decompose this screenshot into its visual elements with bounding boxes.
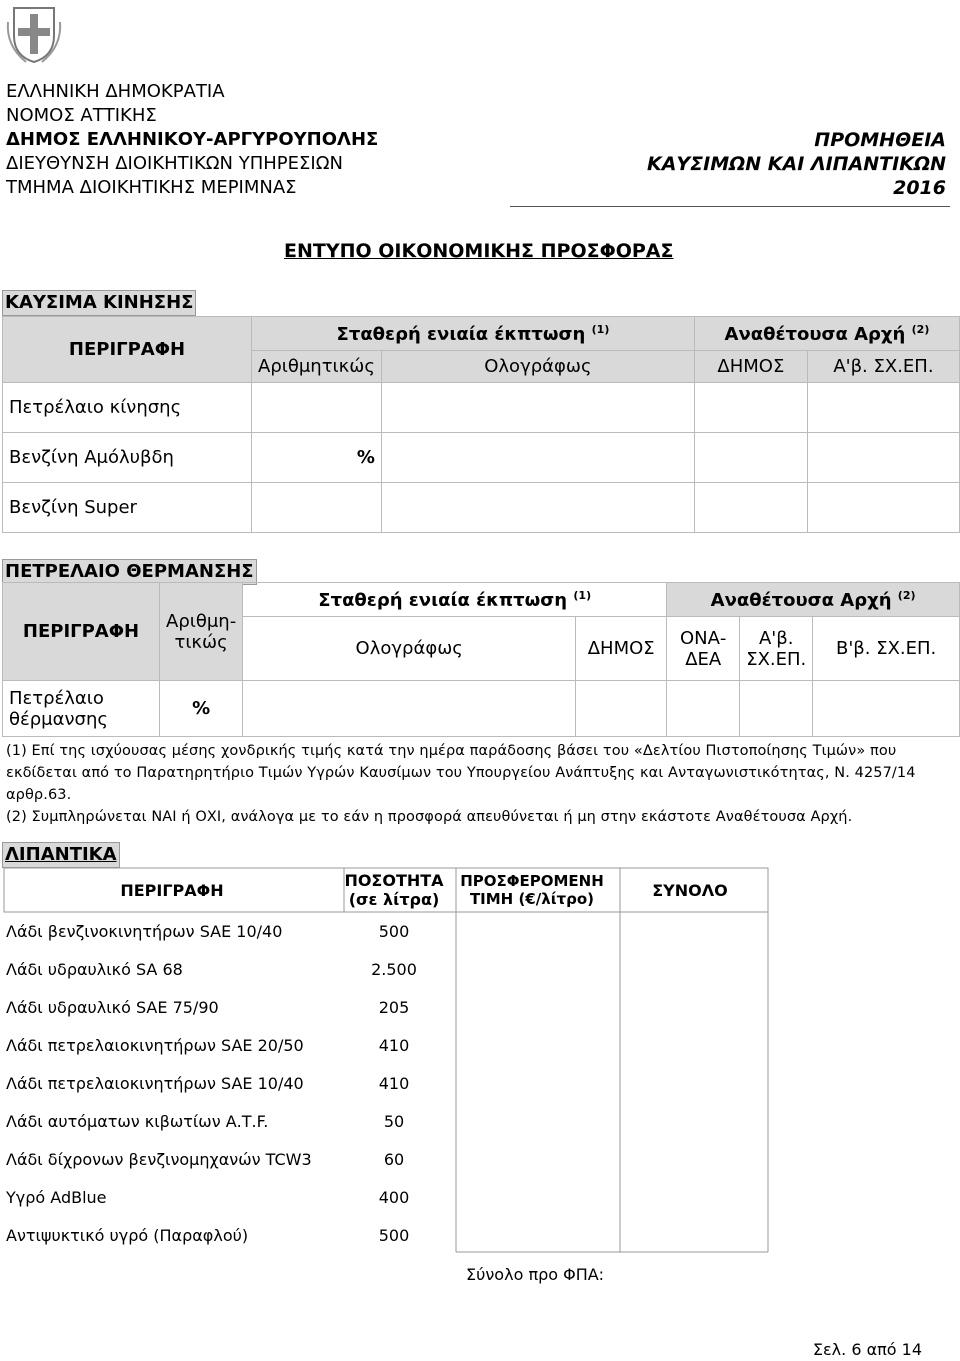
footnotes xyxy=(6,740,954,828)
procurement-year: 2016 xyxy=(893,177,946,199)
lubricants-table xyxy=(6,868,766,1294)
lub-desc: Λάδι πετρελαιοκινητήρων SAE 20/50 xyxy=(6,1035,304,1055)
lub-total-cell[interactable] xyxy=(614,912,766,950)
col-description: ΠΕΡΙΓΡΑΦΗ xyxy=(3,583,160,681)
lub-price-cell[interactable] xyxy=(450,1178,614,1216)
col-authority: Αναθέτουσα Αρχή $^{(2)}$ xyxy=(667,583,960,617)
lub-total-cell[interactable] xyxy=(614,988,766,1026)
lub-desc: Λάδι υδραυλικό SA 68 xyxy=(6,959,183,979)
fuel-words-cell[interactable] xyxy=(381,433,694,483)
subtotal-label: Σύνολο προ ΦΠΑ: xyxy=(466,1264,605,1284)
lub-desc: Λάδι δίχρονων βενζινομηχανών TCW3 xyxy=(6,1149,312,1169)
col-description: ΠΕΡΙΓΡΑΦΗ xyxy=(120,880,224,900)
heating-row-label: Πετρέλαιο θέρμανσης xyxy=(3,681,160,737)
lub-desc: Λάδι βενζινοκινητήρων SAE 10/40 xyxy=(6,921,283,941)
sub-words: Ολογράφως xyxy=(381,351,694,383)
sub-onadea: ΟΝΑ-ΔΕΑ xyxy=(667,617,740,681)
lubricants-section-title: ΛΙΠΑΝΤΙΚΑ xyxy=(2,842,120,868)
fuel-table xyxy=(2,316,960,533)
col-description: ΠΕΡΙΓΡΑΦΗ xyxy=(3,317,252,383)
fuel-section-title: ΚΑΥΣΙΜΑ ΚΙΝΗΣΗΣ xyxy=(2,290,196,316)
lub-qty: 60 xyxy=(383,1149,405,1169)
lub-total-cell[interactable] xyxy=(614,1026,766,1064)
fuel-a-cell[interactable] xyxy=(807,483,959,533)
lub-price-cell[interactable] xyxy=(450,1064,614,1102)
sub-words: Ολογράφως xyxy=(243,617,576,681)
fuel-a-cell[interactable] xyxy=(807,383,959,433)
lub-price-cell[interactable] xyxy=(450,1140,614,1178)
lub-desc: Λάδι αυτόματων κιβωτίων Α.Τ.F. xyxy=(6,1111,269,1131)
fuel-numeric-cell[interactable] xyxy=(252,383,382,433)
subtotal-cell[interactable] xyxy=(614,1254,766,1294)
lub-price-cell[interactable] xyxy=(450,1102,614,1140)
lub-desc: Υγρό AdBlue xyxy=(6,1187,107,1207)
lub-qty: 500 xyxy=(378,921,410,941)
fuel-row-label: Βενζίνη Super xyxy=(3,483,252,533)
header-line: ΔΙΕΥΘΥΝΣΗ ΔΙΟΙΚΗΤΙΚΩΝ ΥΠΗΡΕΣΙΩΝ xyxy=(6,153,343,174)
fuel-dimos-cell[interactable] xyxy=(694,433,807,483)
lub-qty: 500 xyxy=(378,1225,410,1245)
sub-numeric: Αριθμητικώς xyxy=(252,351,382,383)
heating-b-cell[interactable] xyxy=(813,681,960,737)
heating-table xyxy=(2,582,960,737)
procurement-line: ΠΡΟΜΗΘΕΙΑ xyxy=(814,129,946,151)
heating-section-title: ΠΕΤΡΕΛΑΙΟ ΘΕΡΜΑΝΣΗΣ xyxy=(2,559,257,585)
header-divider xyxy=(510,206,950,207)
col-total: ΣΥΝΟΛΟ xyxy=(652,880,728,900)
lub-desc: Λάδι πετρελαιοκινητήρων SAE 10/40 xyxy=(6,1073,304,1093)
lub-total-cell[interactable] xyxy=(614,1064,766,1102)
lub-qty: 410 xyxy=(378,1035,410,1055)
procurement-title xyxy=(647,128,946,200)
procurement-line: ΚΑΥΣΙΜΩΝ ΚΑΙ ΛΙΠΑΝΤΙΚΩΝ xyxy=(646,153,946,175)
lub-qty: 50 xyxy=(383,1111,405,1131)
fuel-words-cell[interactable] xyxy=(381,483,694,533)
fuel-words-cell[interactable] xyxy=(381,383,694,433)
lub-total-cell[interactable] xyxy=(614,950,766,988)
page-number: Σελ. 6 από 14 xyxy=(812,1340,922,1359)
percent-sign: % xyxy=(252,433,382,483)
sub-dimos: ΔΗΜΟΣ xyxy=(576,617,667,681)
col-offered-price: ΠΡΟΣΦΕΡΟΜΕΝΗ ΤΙΜΗ (€/λίτρο) xyxy=(460,872,604,908)
sub-numeric: Αριθμη-τικώς xyxy=(160,583,243,681)
sub-b-level: Β'β. ΣΧ.ΕΠ. xyxy=(813,617,960,681)
header-line: ΝΟΜΟΣ ΑΤΤΙΚΗΣ xyxy=(6,105,157,126)
header-line: ΕΛΛΗΝΙΚΗ ΔΗΜΟΚΡΑΤΙΑ xyxy=(6,81,225,102)
sub-a-level: Α'β. ΣΧ.ΕΠ. xyxy=(807,351,959,383)
heating-a-cell[interactable] xyxy=(740,681,813,737)
header-line: ΔΗΜΟΣ ΕΛΛΗΝΙΚΟΥ-ΑΡΓΥΡΟΥΠΟΛΗΣ xyxy=(6,129,379,150)
fuel-numeric-cell[interactable] xyxy=(252,483,382,533)
col-discount: Σταθερή ενιαία έκπτωση $^{(1)}$ xyxy=(243,583,667,617)
lub-price-cell[interactable] xyxy=(450,1216,614,1254)
footnote-2: (2) Συμπληρώνεται ΝΑΙ ή ΟΧΙ, ανάλογα με το εάν η προσφορά απευθύνεται ή μη στην εκάστοτε Αναθέτουσα Αρχή. xyxy=(6,809,853,825)
col-quantity: ΠΟΣΟΤΗΤΑ (σε λίτρα) xyxy=(344,871,444,909)
lub-price-cell[interactable] xyxy=(450,950,614,988)
greek-emblem-icon xyxy=(2,2,66,66)
lub-total-cell[interactable] xyxy=(614,1102,766,1140)
lub-desc: Αντιψυκτικό υγρό (Παραφλού) xyxy=(6,1225,249,1245)
footnote-1: (1) Επί της ισχύουσας μέσης χονδρικής τιμής κατά την ημέρα παράδοσης βάσει του «Δελτίου Πιστοποίησης Τιμών» που εκδίδεται από το Παρατηρητήριο Τιμών Υγρών Καυσίμων του Υπουργείου Ανάπτυξης και Ανταγωνιστικότητας, Ν. 4257/14 αρθρ.63. xyxy=(6,743,916,803)
sub-dimos: ΔΗΜΟΣ xyxy=(694,351,807,383)
lub-qty: 400 xyxy=(378,1187,410,1207)
lub-total-cell[interactable] xyxy=(614,1178,766,1216)
lub-price-cell[interactable] xyxy=(450,988,614,1026)
fuel-a-cell[interactable] xyxy=(807,433,959,483)
fuel-row-label: Βενζίνη Αμόλυβδη xyxy=(3,433,252,483)
fuel-row-label: Πετρέλαιο κίνησης xyxy=(3,383,252,433)
lub-total-cell[interactable] xyxy=(614,1216,766,1254)
form-title: ΕΝΤΥΠΟ ΟΙΚΟΝΟΜΙΚΗΣ ΠΡΟΣΦΟΡΑΣ xyxy=(284,240,674,262)
issuer-block xyxy=(6,80,378,200)
lub-qty: 410 xyxy=(378,1073,410,1093)
col-authority: Αναθέτουσα Αρχή $^{(2)}$ xyxy=(694,317,959,351)
header-line: ΤΜΗΜΑ ΔΙΟΙΚΗΤΙΚΗΣ ΜΕΡΙΜΝΑΣ xyxy=(6,177,297,198)
lub-qty: 2.500 xyxy=(371,959,417,979)
fuel-dimos-cell[interactable] xyxy=(694,383,807,433)
heating-onadea-cell[interactable] xyxy=(667,681,740,737)
lub-total-cell[interactable] xyxy=(614,1140,766,1178)
fuel-dimos-cell[interactable] xyxy=(694,483,807,533)
lub-price-cell[interactable] xyxy=(450,1026,614,1064)
percent-sign: % xyxy=(160,681,243,737)
lub-price-cell[interactable] xyxy=(450,912,614,950)
sub-a-level: Α'β. ΣΧ.ΕΠ. xyxy=(740,617,813,681)
lub-qty: 205 xyxy=(378,997,410,1017)
lub-desc: Λάδι υδραυλικό SAE 75/90 xyxy=(6,997,219,1017)
heating-words-cell[interactable] xyxy=(243,681,576,737)
col-discount: Σταθερή ενιαία έκπτωση $^{(1)}$ xyxy=(252,317,695,351)
heating-dimos-cell[interactable] xyxy=(576,681,667,737)
